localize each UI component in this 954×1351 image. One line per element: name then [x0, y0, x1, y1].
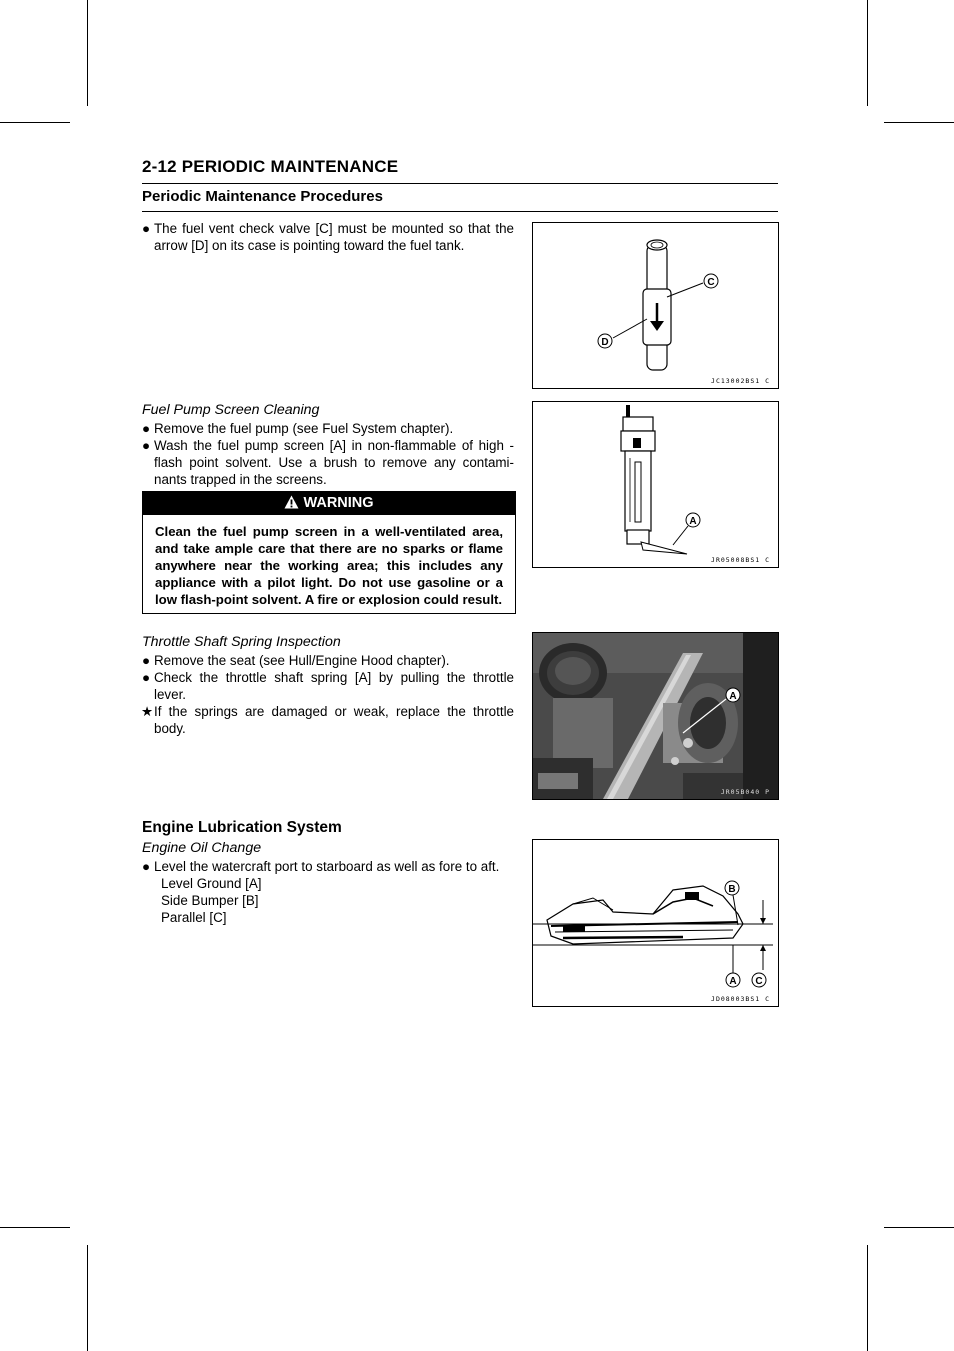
figure-fuel-pump — [532, 401, 779, 568]
list-item: ● Wash the fuel pump screen [A] in non-flammable of high -flash point solvent. Use a brush to remove any contami-nants trapped in the screens. — [142, 438, 514, 487]
label-level-ground: Level Ground [A] — [161, 876, 262, 891]
figure-code: JD08003BS1 C — [711, 995, 770, 1003]
crop-mark — [0, 122, 70, 123]
bullet-marker: ● — [142, 438, 151, 453]
figure-throttle-photo — [532, 632, 779, 800]
crop-mark — [884, 122, 954, 123]
fuel-pump-block — [142, 402, 514, 488]
oil-change-heading: Engine Oil Change — [142, 840, 262, 856]
crop-mark — [867, 0, 868, 106]
crop-mark — [87, 0, 88, 106]
star-marker: ★ — [141, 704, 154, 719]
warning-triangle-icon — [284, 495, 299, 509]
throttle-heading: Throttle Shaft Spring Inspection — [142, 634, 341, 650]
list-item: ● Remove the fuel pump (see Fuel System chapter). — [142, 421, 454, 436]
warning-header — [143, 492, 515, 515]
fuel-pump-heading: Fuel Pump Screen Cleaning — [142, 402, 320, 418]
watercraft-illustration — [533, 840, 778, 1006]
crop-mark — [87, 1245, 88, 1351]
callout-a: A — [689, 516, 697, 527]
throttle-block — [142, 634, 514, 737]
callout-c: C — [755, 976, 763, 987]
list-item: ● Check the throttle shaft spring [A] by pulling the throttle lever. — [142, 670, 514, 702]
lubrication-heading: Engine Lubrication System — [142, 819, 342, 836]
crop-mark — [0, 1227, 70, 1228]
lubrication-block — [142, 819, 514, 926]
crop-mark — [884, 1227, 954, 1228]
vent-valve-illustration — [533, 223, 778, 388]
figure-code: JC13002BS1 C — [711, 377, 770, 385]
callout-b: B — [728, 884, 736, 895]
callout-c: C — [707, 277, 715, 288]
callout-d: D — [601, 337, 609, 348]
bullet-marker: ● — [142, 421, 151, 436]
warning-box — [142, 491, 516, 614]
label-parallel: Parallel [C] — [161, 910, 227, 925]
callout-a: A — [729, 691, 737, 702]
bullet-marker: ● — [142, 859, 151, 874]
warning-text: Clean the fuel pump screen in a well-ventilated area, and take ample care that there are no sparks or flame anywhere near the working area; this includes any appliance with a pilot light. Do not use gasoline or a low flash-point solvent. A fire or explosion could result. — [155, 524, 503, 607]
figure-code: JR05008BS1 C — [711, 556, 770, 564]
section-title: Periodic Maintenance Procedures — [142, 184, 778, 212]
list-item: ● Level the watercraft port to starboard as well as fore to aft. — [142, 859, 500, 874]
bullet-marker: ● — [142, 653, 151, 668]
list-item: ● Remove the seat (see Hull/Engine Hood chapter). — [142, 653, 450, 668]
callout-a: A — [729, 976, 737, 987]
label-side-bumper: Side Bumper [B] — [161, 893, 259, 908]
throttle-photo-illustration — [533, 633, 778, 799]
fuel-pump-illustration — [533, 402, 778, 567]
list-item: ★ If the springs are damaged or weak, replace the throttle body. — [141, 704, 514, 736]
page-title: 2-12 PERIODIC MAINTENANCE — [142, 157, 778, 184]
bullet-marker: ● — [142, 670, 151, 685]
bullet-marker: ● — [142, 221, 151, 236]
page-header — [142, 157, 778, 212]
figure-code: JR05B040 P — [720, 788, 770, 796]
vent-valve-block — [142, 220, 514, 254]
list-item: ● The fuel vent check valve [C] must be mounted so that the arrow [D] on its case is pointing toward the fuel tank. — [142, 221, 514, 253]
figure-watercraft-level — [532, 839, 779, 1007]
crop-mark — [867, 1245, 868, 1351]
figure-vent-check-valve — [532, 222, 779, 389]
warning-label: WARNING — [303, 495, 374, 511]
